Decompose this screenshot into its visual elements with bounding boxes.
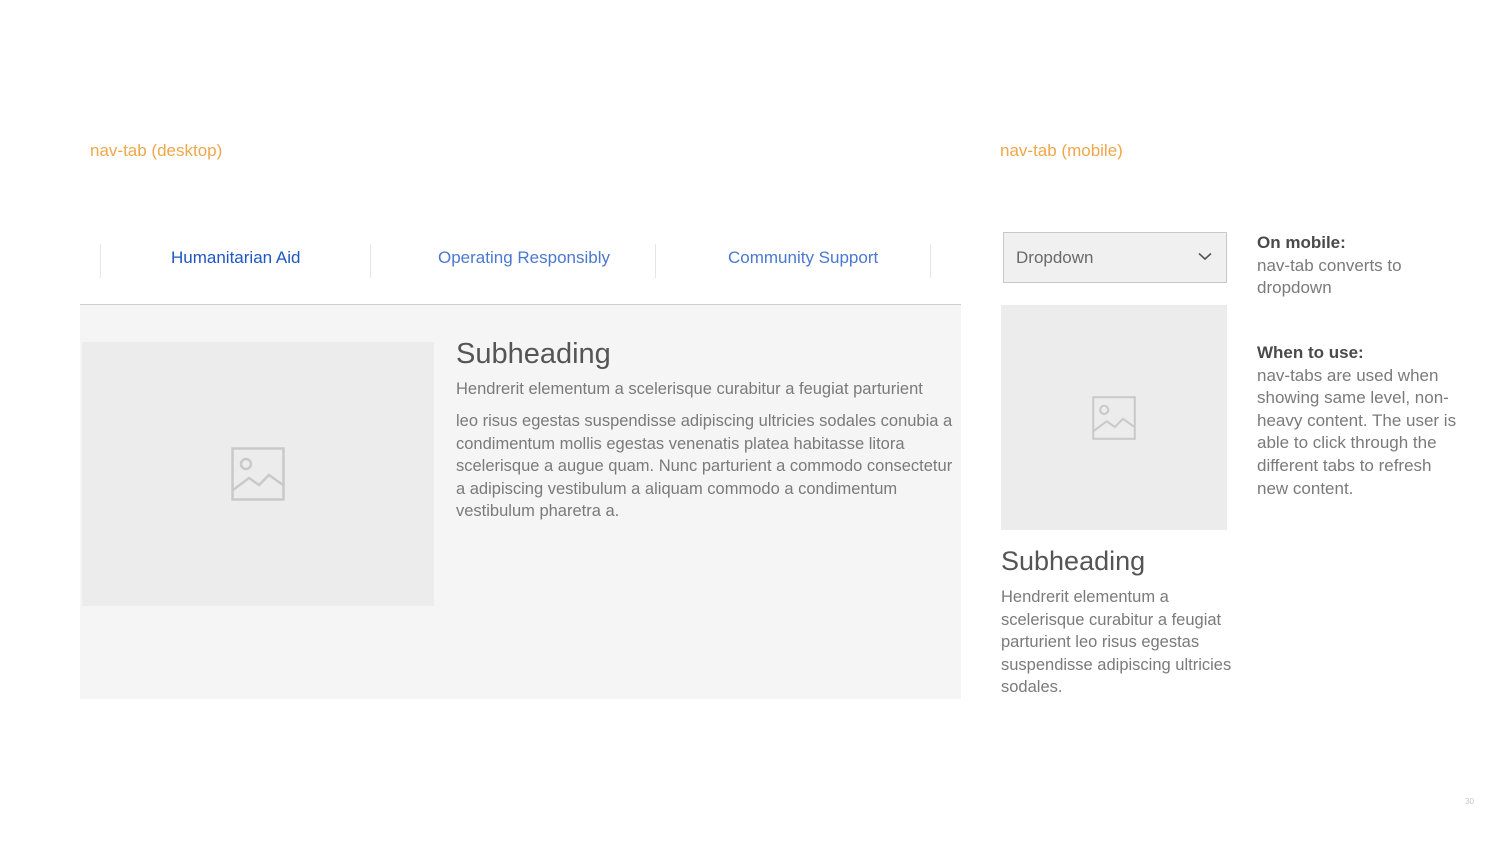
tab-divider bbox=[655, 244, 656, 278]
section-label-mobile: nav-tab (mobile) bbox=[1000, 141, 1123, 160]
tab-operating-responsibly[interactable]: Operating Responsibly bbox=[438, 248, 610, 267]
content-lead-text: Hendrerit elementum a scelerisque curabitur a feugiat parturient bbox=[456, 380, 923, 398]
tab-content-panel bbox=[80, 305, 961, 699]
image-placeholder-icon bbox=[1092, 396, 1136, 440]
mobile-image-placeholder bbox=[1001, 305, 1227, 530]
tab-divider bbox=[370, 244, 371, 278]
image-placeholder-icon bbox=[231, 447, 285, 501]
note-on-mobile-text: nav-tab converts to dropdown bbox=[1257, 255, 1402, 298]
tab-divider bbox=[930, 244, 931, 278]
note-when-to-use-text: nav-tabs are used when showing same level, non-heavy content. The user is able to click through the different tabs to refresh new content. bbox=[1257, 365, 1457, 498]
note-on-mobile bbox=[1257, 232, 1457, 300]
tab-community-support[interactable]: Community Support bbox=[728, 248, 879, 267]
dropdown-label: Dropdown bbox=[1016, 248, 1094, 267]
content-body-text: leo risus egestas suspendisse adipiscing ultricies sodales conubia a condimentum mollis egestas venenatis platea habitasse litora scelerisque a augue quam. Nunc parturient a commodo consectetur a adipiscing vestibulum a aliquam commodo a condimentum vestibulum pharetra a. bbox=[456, 412, 953, 521]
image-placeholder bbox=[82, 342, 434, 606]
nav-tabs bbox=[80, 232, 961, 305]
note-when-to-use bbox=[1257, 342, 1457, 500]
chevron-down-icon bbox=[1198, 252, 1212, 261]
tab-divider bbox=[100, 244, 101, 278]
tab-humanitarian-aid[interactable]: Humanitarian Aid bbox=[171, 248, 301, 267]
page-number: 30 bbox=[1465, 797, 1474, 806]
content-subheading: Subheading bbox=[456, 338, 611, 370]
nav-dropdown[interactable] bbox=[1003, 232, 1227, 283]
note-when-to-use-title: When to use: bbox=[1257, 343, 1364, 362]
mobile-body-text: Hendrerit elementum a scelerisque curabitur a feugiat parturient leo risus egestas suspendisse adipiscing ultricies sodales. bbox=[1001, 588, 1232, 697]
note-on-mobile-title: On mobile: bbox=[1257, 233, 1346, 252]
section-label-desktop: nav-tab (desktop) bbox=[90, 141, 223, 160]
mobile-subheading: Subheading bbox=[1001, 546, 1146, 576]
